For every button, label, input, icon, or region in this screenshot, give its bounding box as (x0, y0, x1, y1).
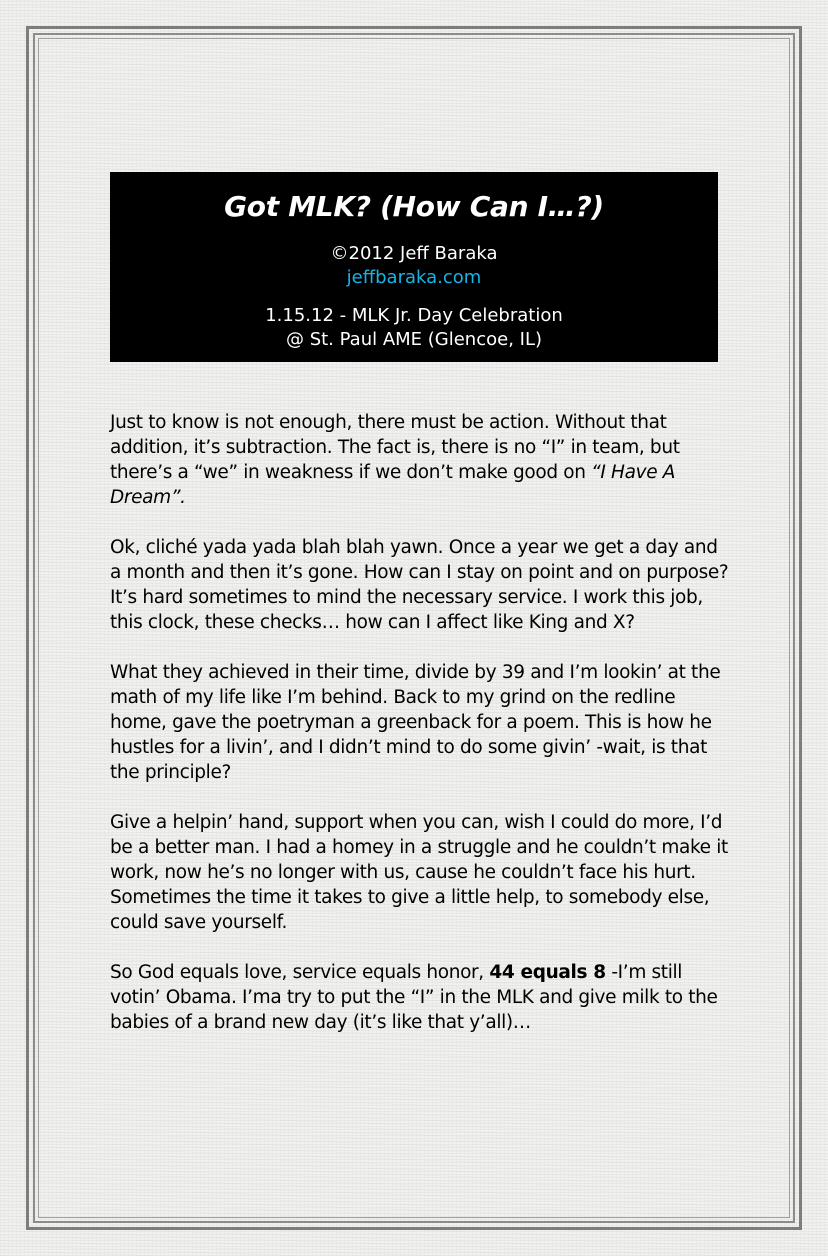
poem-title: Got MLK? (How Can I…?) (224, 190, 604, 223)
copyright-notice: ©2012 Jeff Baraka (330, 243, 498, 264)
venue-line: @ St. Paul AME (Glencoe, IL) (285, 329, 543, 350)
stanza-1-italic: “I Have A Dream”. (110, 462, 676, 508)
stanza-1-text: Just to know is not enough, there must be action. Without that addition, it’s subtraction. The fact is, there is no “I” in team, but there’s a “we” in weakness if we don’t make good on (110, 412, 680, 483)
poem-body (110, 410, 730, 1060)
stanza-3: What they achieved in their time, divide by 39 and I’m lookin’ at the math of my life like I’m behind. Back to my grind on the redline home, gave the poetryman a greenback for a poem. This is how he hustles for a livin’, and I didn’t mind to do some givin’ -wait, is that the principle? (110, 662, 721, 783)
stanza-1 (110, 410, 730, 510)
stanza-4: Give a helpin’ hand, support when you can, wish I could do more, I’d be a better man. I had a homey in a struggle and he couldn’t make it work, now he’s no longer with us, cause he couldn’t face his hurt. Sometimes the time it takes to give a little help, to somebody else, could save yourself. (110, 812, 728, 933)
stanza-5 (110, 960, 730, 1035)
title-banner (110, 172, 718, 362)
event-line: 1.15.12 - MLK Jr. Day Celebration (265, 305, 563, 326)
website-link[interactable]: jeffbaraka.com (346, 267, 482, 288)
stanza-5-before: So God equals love, service equals honor, (110, 962, 490, 983)
stanza-5-bold: 44 equals 8 (489, 962, 606, 983)
stanza-5-after: -I’m still votin’ Obama. I’ma try to put the “I” in the MLK and give milk to the babies of a brand new day (it’s like that y’all)… (110, 962, 718, 1033)
stanza-2: Ok, cliché yada yada blah blah yawn. Once a year we get a day and a month and then it’s gone. How can I stay on point and on purpose? It’s hard sometimes to mind the necessary service. I work this job, this clock, these checks… how can I affect like King and X? (110, 537, 729, 633)
